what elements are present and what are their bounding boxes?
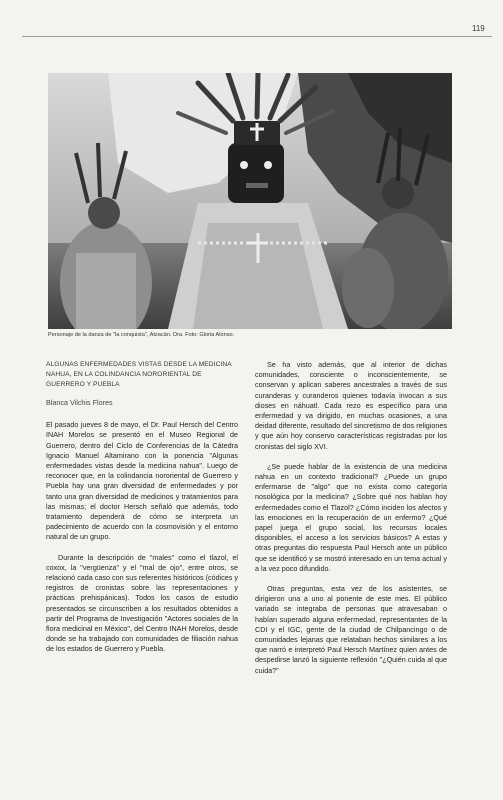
left-column — [46, 360, 238, 655]
right-column — [255, 360, 447, 676]
article-title: ALGUNAS ENFERMEDADES VISTAS DESDE LA MEDICINA NAHUA, EN LA COLINDANCIA NORORIENTAL DE GUERRERO Y PUEBLA — [46, 361, 232, 388]
dance-photo — [48, 73, 452, 329]
header-rule — [22, 36, 492, 37]
page-number: 119 — [472, 24, 485, 33]
paragraph: ¿Se puede hablar de la existencia de una medicina nahua en un contexto tradicional? ¿Puede un grupo enfermarse de "algo" que no exista como categoría nosológica por la medicina? ¿Sobre qué nos hablan hoy enfermedades como el Tlazol? ¿Cómo inciden los afectos y las emociones en la recuperación de un enfermo? ¿Qué papel juega el grupo social, los recursos locales disponibles, el acceso a los servicios básicos? A estas y otras preguntas dio respuesta Paul Hersch ante un público que se identificó y se mostró interesado en un tema actual y a la vez poco difundido. — [255, 461, 447, 573]
paragraph: Durante la descripción de "males" como el tlazol, el coxox, la "vergüenza" y el "mal de ojo", entre otros, se relacionó cada caso con sus referentes históricos (códices y registros de cronistas sobre las representaciones y prácticas prehispánicas). Todos los casos de estudio presentados se circunscriben a los resultados obtenidos a partir del Programa de Investigación "Actores sociales de la flora medicinal en México", del Centro INAH Morelos, desde donde se ha trabajado con comunidades de filiación nahua de los estados de Guerrero y Puebla. — [46, 552, 238, 654]
article-author: Blanca Vilchis Flores — [46, 398, 113, 407]
paragraph: Se ha visto además, que al interior de dichas comunidades, consciente o inconscientemente, se conservan y aplican saberes ancestrales a través de sus curanderas y curanderos quienes todavía invocan a sus dioses en náhuatl. Cada rezo es específico para una enfermedad y va dirigido, en muchas ocasiones, a una deidad diferente, resultado del sincretismo de dos religiones y que aún hoy conservo características registradas por los cronistas del siglo XVI. — [255, 360, 447, 451]
paragraph: Otras preguntas, esta vez de los asistentes, se dirigieron una a uno al ponente de este mes. El público variado se integraba de personas que atravesaban o habían superado alguna enfermedad, representantes de la CDI y el IGC, gente de la ciudad de Chilpancingo o de comunidades lejanas que relataban hechos similares a los que narró e interpretó Paul Hersch Martínez quien antes de despedirse lanzó la siguiente reflexión "¿Quién cuida al que cuida?" — [255, 584, 447, 675]
figure-caption: Personaje de la danza de "la conquista", Atzacán. Dra. Foto: Gloria Alonso. — [48, 332, 235, 338]
paragraph: El pasado jueves 8 de mayo, el Dr. Paul Hersch del Centro INAH Morelos se presentó en el Museo Regional de Guerrero, dentro del Ciclo de Conferencias de la Cátedra Ignacio Manuel Altamirano con la ponencia "Algunas enfermedades vistas desde la medicina nahua". Luego de reconocer que, en la colindancia nororiental de Guerrero y Puebla hay una gran diversidad de enfermedades y por tanto una gran diversidad de medicinos y tratamientos para las mismas; el doctor Hersch señaló que además, todo tratamiento dependerá de cómo se interpreta un padecimiento de acuerdo con la cosmovisión y el entorno natural de un grupo. — [46, 420, 238, 542]
